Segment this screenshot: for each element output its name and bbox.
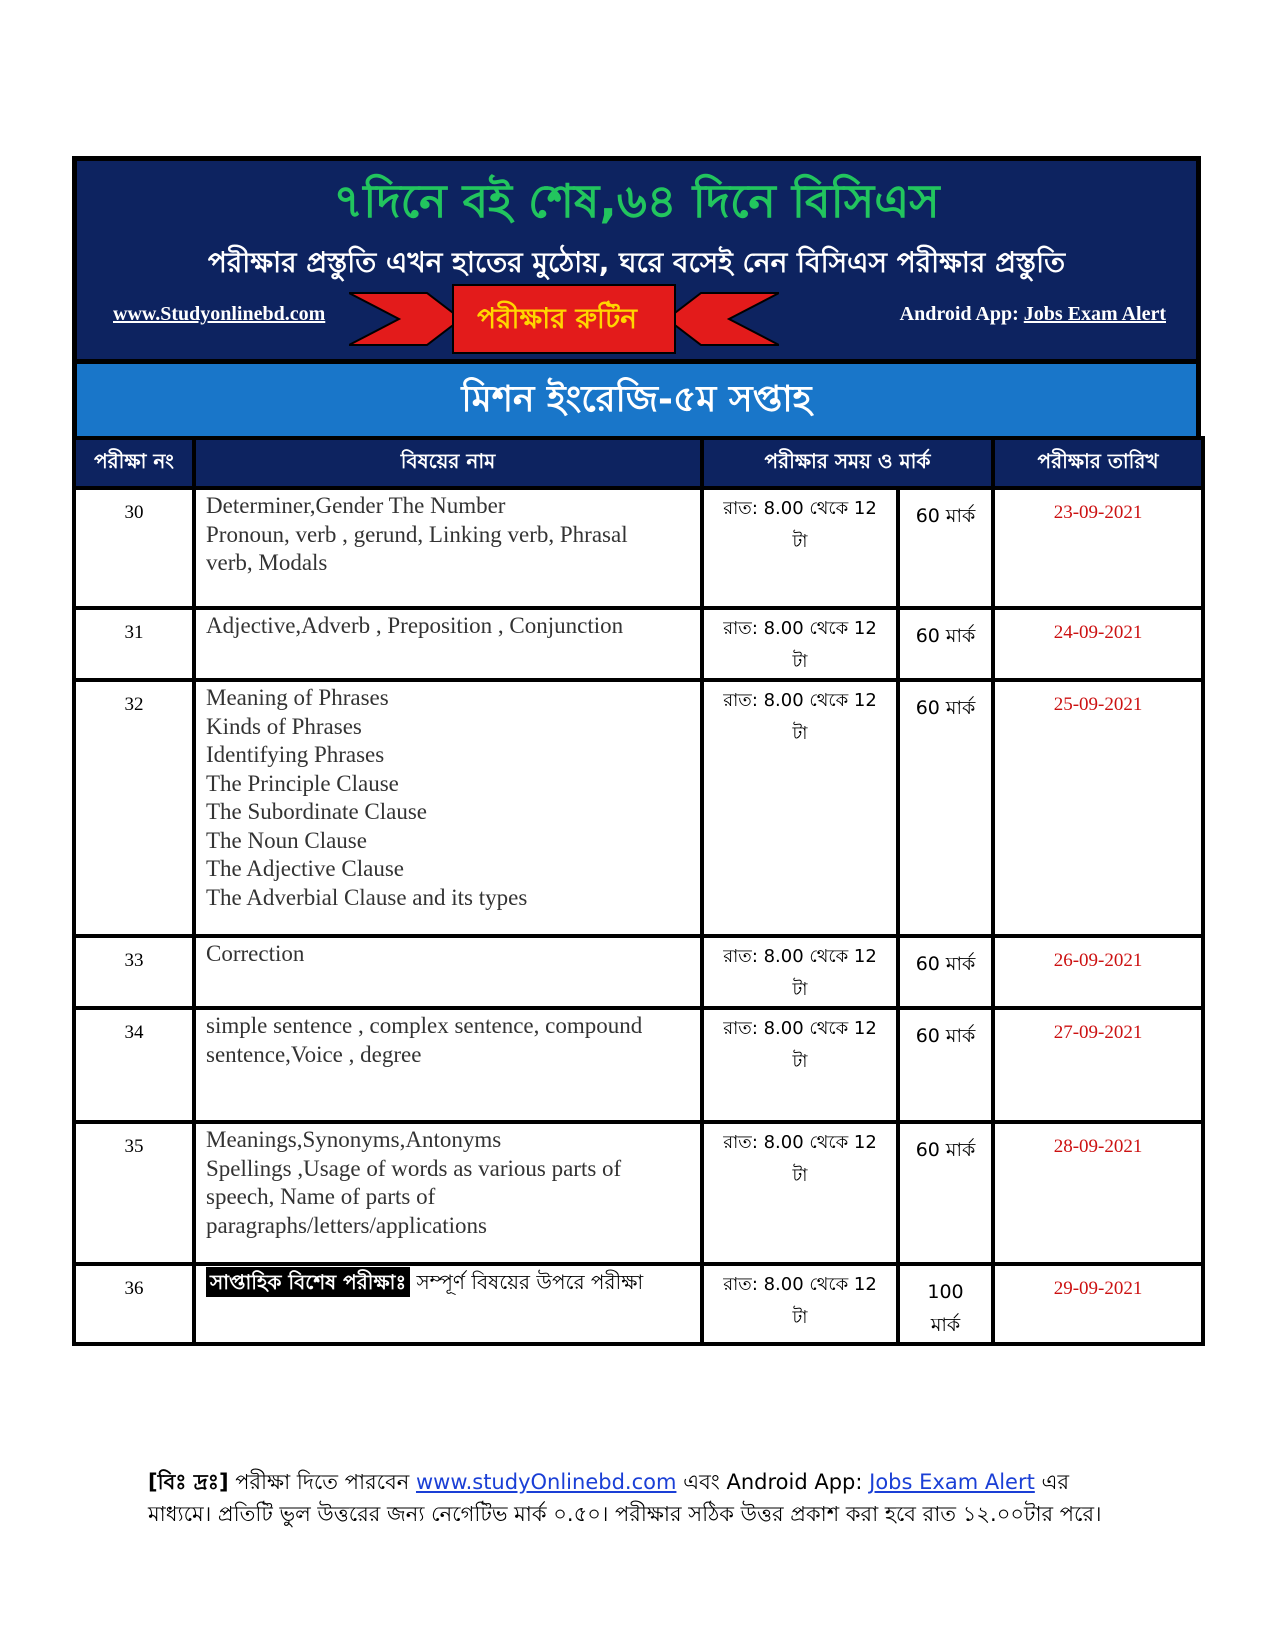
exam-date: 27-09-2021 — [993, 1008, 1203, 1122]
topic-line: Pronoun, verb , gerund, Linking verb, Phrasal — [206, 521, 628, 547]
exam-number: 31 — [74, 608, 194, 680]
exam-marks-line-1: 100 — [927, 1281, 964, 1303]
note-tag: [বিঃ দ্রঃ] — [148, 1470, 229, 1494]
subject-topics — [194, 1008, 702, 1122]
topic-line: The Principle Clause — [206, 770, 399, 796]
table-row — [74, 608, 1203, 680]
footer-note — [148, 1466, 1108, 1530]
exam-time-line-1: রাত: 8.00 থেকে 12 — [723, 1274, 877, 1295]
exam-time — [702, 488, 898, 608]
exam-date: 24-09-2021 — [993, 608, 1203, 680]
exam-number: 32 — [74, 680, 194, 936]
topic-line: Identifying Phrases — [206, 742, 385, 767]
routine-ribbon-label: পরীক্ষার রুটিন — [477, 302, 637, 335]
exam-time-line-1: রাত: 8.00 থেকে 12 — [723, 618, 877, 639]
exam-time-line-2: টা — [792, 1165, 808, 1186]
exam-date: 26-09-2021 — [993, 936, 1203, 1008]
exam-marks: 60 মার্ক — [898, 1122, 993, 1264]
exam-time — [702, 1264, 898, 1344]
android-app-info — [900, 303, 1166, 326]
topic-line: The Adverbial Clause and its types — [206, 884, 528, 910]
exam-date: 28-09-2021 — [993, 1122, 1203, 1264]
topic-line: sentence,Voice , degree — [206, 1041, 422, 1067]
topic-line: Kinds of Phrases — [206, 713, 362, 739]
exam-marks: 60 মার্ক — [898, 936, 993, 1008]
topic-line: Meanings,Synonyms,Antonyms — [206, 1127, 502, 1152]
exam-number: 35 — [74, 1122, 194, 1264]
exam-time — [702, 1008, 898, 1122]
topic-line: paragraphs/letters/applications — [206, 1212, 488, 1238]
header-date: পরীক্ষার তারিখ — [993, 438, 1203, 488]
header-banner — [72, 156, 1201, 364]
exam-marks: 60 মার্ক — [898, 488, 993, 608]
exam-marks: 60 মার্ক — [898, 1008, 993, 1122]
table-row — [74, 680, 1203, 936]
subject-topics — [194, 1122, 702, 1264]
exam-time — [702, 608, 898, 680]
exam-marks-line-2: মার্ক — [930, 1314, 961, 1336]
exam-time-line-2: টা — [792, 979, 808, 1000]
note-text-1: পরীক্ষা দিতে পারবেন — [228, 1470, 416, 1494]
exam-time-line-1: রাত: 8.00 থেকে 12 — [723, 1018, 877, 1039]
subject-topics — [194, 936, 702, 1008]
topic-line: The Noun Clause — [206, 827, 367, 853]
week-title: মিশন ইংরেজি-৫ম সপ্তাহ — [72, 364, 1201, 436]
exam-routine-table — [72, 436, 1205, 1346]
note-app-link[interactable]: Jobs Exam Alert — [869, 1470, 1035, 1494]
subject-topics — [194, 608, 702, 680]
topic-line: simple sentence , complex sentence, compound — [206, 1013, 643, 1038]
topic-line: Meaning of Phrases — [206, 685, 389, 710]
topic-line: Spellings ,Usage of words as various parts of — [206, 1155, 622, 1181]
table-row — [74, 936, 1203, 1008]
header-time-marks: পরীক্ষার সময় ও মার্ক — [702, 438, 993, 488]
weekly-special-text: সম্পূর্ণ বিষয়ের উপরে পরীক্ষা — [410, 1270, 644, 1294]
android-app-prefix: Android App: — [899, 303, 1024, 325]
banner-subtitle: পরীক্ষার প্রস্তুতি এখন হাতের মুঠোয়, ঘরে বসেই নেন বিসিএস পরীক্ষার প্রস্তুতি — [207, 246, 1066, 279]
subject-topics — [194, 1264, 702, 1344]
exam-date: 29-09-2021 — [993, 1264, 1203, 1344]
exam-time-line-2: টা — [792, 1051, 808, 1072]
exam-time-line-1: রাত: 8.00 থেকে 12 — [723, 1132, 877, 1153]
exam-number: 33 — [74, 936, 194, 1008]
table-header-row — [74, 438, 1203, 488]
exam-time-line-2: টা — [792, 1307, 808, 1328]
table-row — [74, 1008, 1203, 1122]
topic-line: speech, Name of parts of — [206, 1184, 436, 1209]
topic-line: Adjective,Adverb , Preposition , Conjunction — [206, 613, 624, 638]
table-row — [74, 488, 1203, 608]
exam-date: 25-09-2021 — [993, 680, 1203, 936]
exam-time — [702, 680, 898, 936]
exam-number: 36 — [74, 1264, 194, 1344]
banner-title: ৭দিনে বই শেষ,৬৪ দিনে বিসিএস — [333, 174, 940, 228]
exam-time-line-1: রাত: 8.00 থেকে 12 — [723, 690, 877, 711]
exam-time — [702, 1122, 898, 1264]
note-text-2: এবং Android App: — [676, 1470, 870, 1494]
exam-marks — [898, 1264, 993, 1344]
table-row-special — [74, 1264, 1203, 1344]
exam-time-line-2: টা — [792, 651, 808, 672]
weekly-special-badge: সাপ্তাহিক বিশেষ পরীক্ষাঃ — [206, 1267, 410, 1297]
header-subject: বিষয়ের নাম — [194, 438, 702, 488]
exam-time-line-2: টা — [792, 531, 808, 552]
topic-line: The Adjective Clause — [206, 856, 404, 881]
subject-topics — [194, 488, 702, 608]
topic-line: Correction — [206, 941, 305, 966]
note-website-link[interactable]: www.studyOnlinebd.com — [415, 1470, 677, 1494]
topic-line: verb, Modals — [206, 550, 328, 575]
topic-line: Determiner,Gender The Number — [206, 493, 506, 518]
exam-number: 34 — [74, 1008, 194, 1122]
exam-time — [702, 936, 898, 1008]
exam-date: 23-09-2021 — [993, 488, 1203, 608]
exam-time-line-2: টা — [792, 723, 808, 744]
subject-topics — [194, 680, 702, 936]
exam-time-line-1: রাত: 8.00 থেকে 12 — [723, 498, 877, 519]
header-exam-no: পরীক্ষা নং — [74, 438, 194, 488]
website-link[interactable]: www.Studyonlinebd.com — [113, 303, 326, 325]
table-row — [74, 1122, 1203, 1264]
android-app-link[interactable]: Jobs Exam Alert — [1023, 303, 1166, 325]
note-text-3: এর মাধ্যমে। প্রতিটি ভুল উত্তরের জন্য নেগেটিভ মার্ক ০.৫০। পরীক্ষার সঠিক উত্তর প্রকাশ করা হবে রাত ১২.০০টার পরে। — [148, 1470, 1102, 1526]
exam-marks: 60 মার্ক — [898, 680, 993, 936]
exam-time-line-1: রাত: 8.00 থেকে 12 — [723, 946, 877, 967]
exam-marks: 60 মার্ক — [898, 608, 993, 680]
exam-number: 30 — [74, 488, 194, 608]
topic-line: The Subordinate Clause — [206, 799, 428, 824]
